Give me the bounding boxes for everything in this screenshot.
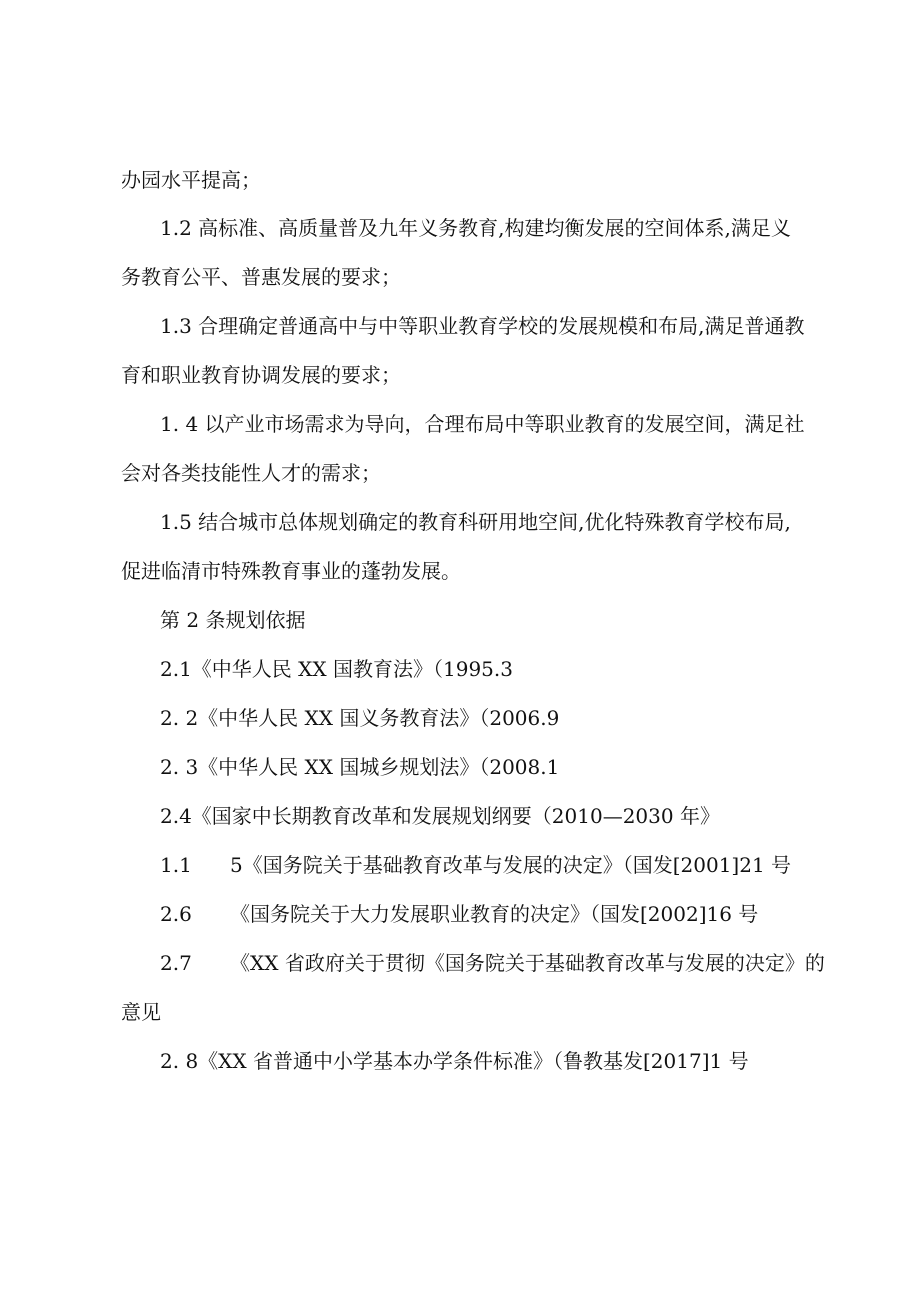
reference-text: 《国务院关于大力发展职业教育的决定》（国发[2002]16 号 bbox=[230, 902, 759, 926]
text-line: 务教育公平、普惠发展的要求； bbox=[121, 265, 401, 289]
reference-text: 5《国务院关于基础教育改革与发展的决定》（国发[2001]21 号 bbox=[230, 853, 792, 877]
section-heading: 第 2 条规划依据 bbox=[160, 608, 306, 632]
text-line: 1.2 高标准、高质量普及九年义务教育,构建均衡发展的空间体系,满足义 bbox=[160, 216, 791, 240]
reference-item: 2. 2《中华人民 XX 国义务教育法》（2006.9 bbox=[160, 706, 560, 730]
reference-item: 2. 8《XX 省普通中小学基本办学条件标准》（鲁教基发[2017]1 号 bbox=[160, 1049, 749, 1073]
reference-number: 2.7 bbox=[160, 951, 192, 975]
text-line: 育和职业教育协调发展的要求； bbox=[121, 363, 401, 387]
reference-number: 1.1 bbox=[160, 853, 192, 877]
reference-item bbox=[160, 851, 791, 879]
reference-item bbox=[160, 900, 758, 928]
text-line: 1. 4 以产业市场需求为导向，合理布局中等职业教育的发展空间，满足社 bbox=[160, 412, 805, 436]
text-line: 会对各类技能性人才的需求； bbox=[121, 461, 381, 485]
text-line: 办园水平提高； bbox=[121, 168, 261, 192]
reference-item: 2.4《国家中长期教育改革和发展规划纲要（2010—2030 年》 bbox=[160, 804, 720, 828]
text-line: 1.5 结合城市总体规划确定的教育科研用地空间,优化特殊教育学校布局, bbox=[160, 510, 791, 534]
reference-item bbox=[160, 949, 825, 977]
text-line: 促进临清市特殊教育事业的蓬勃发展。 bbox=[121, 559, 461, 583]
reference-number: 2.6 bbox=[160, 902, 192, 926]
text-line: 意见 bbox=[121, 1000, 161, 1024]
text-line: 1.3 合理确定普通高中与中等职业教育学校的发展规模和布局,满足普通教 bbox=[160, 314, 805, 338]
reference-text: 《XX 省政府关于贯彻《国务院关于基础教育改革与发展的决定》的 bbox=[230, 951, 825, 975]
reference-item: 2. 3《中华人民 XX 国城乡规划法》（2008.1 bbox=[160, 755, 560, 779]
reference-item: 2.1《中华人民 XX 国教育法》（1995.3 bbox=[160, 657, 513, 681]
